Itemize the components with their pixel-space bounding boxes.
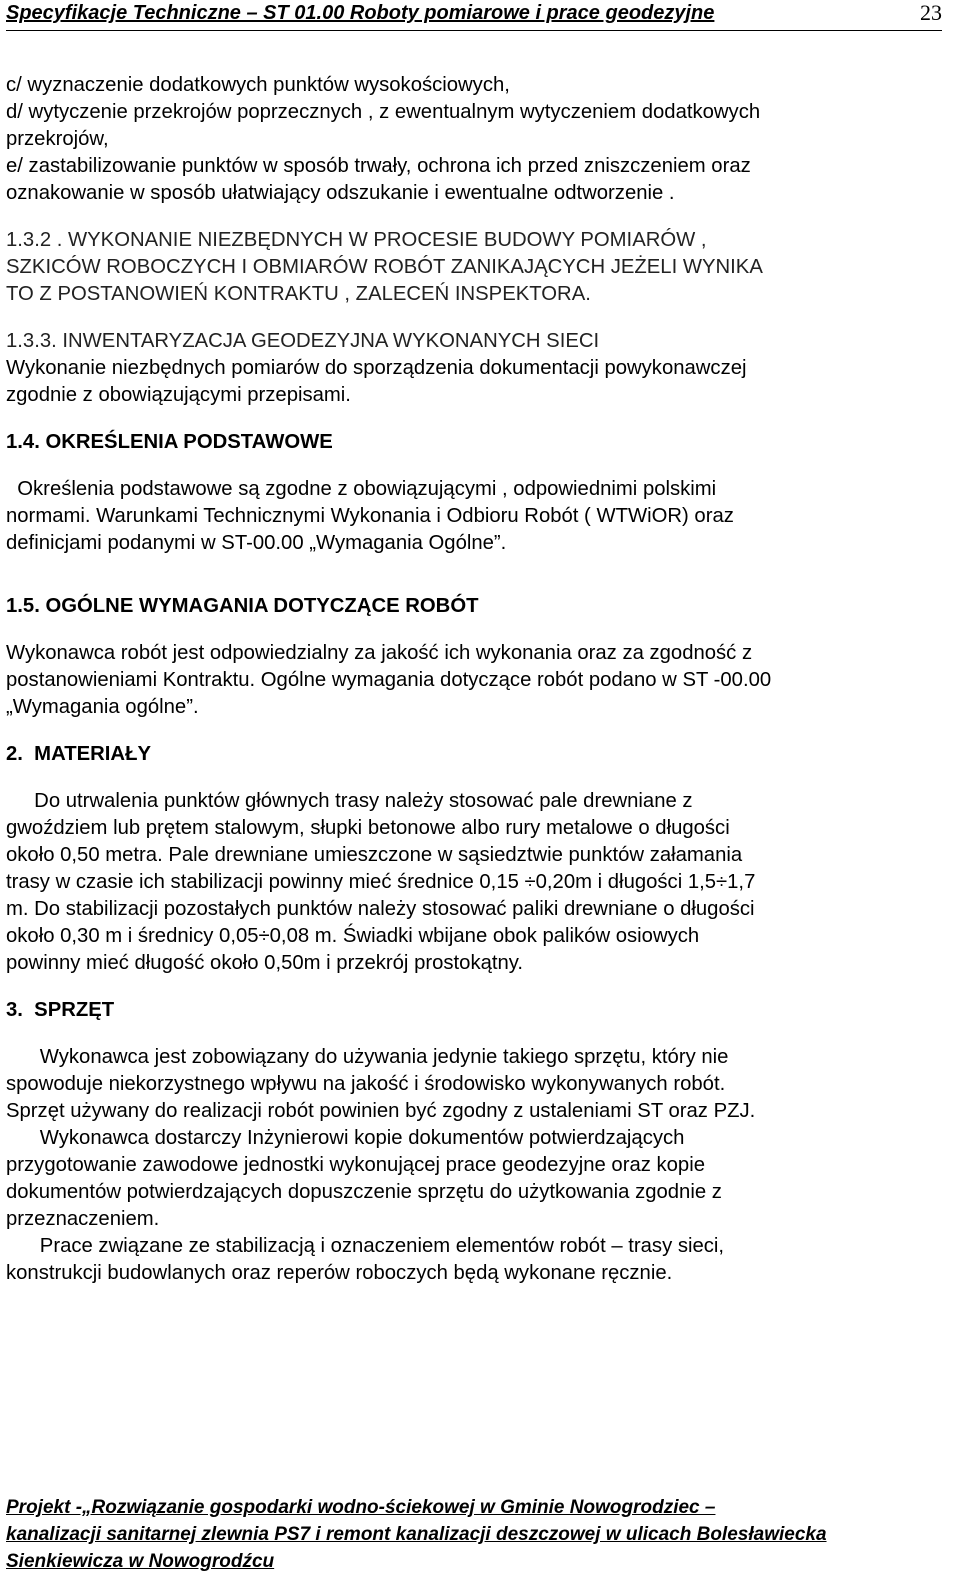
section-1-4 xyxy=(6,429,946,557)
list-line: oznakowanie w sposób ułatwiający odszukanie i ewentualne odtworzenie . xyxy=(6,182,675,204)
page-footer xyxy=(6,1494,946,1575)
header-rule xyxy=(6,30,942,31)
section-heading: 1.3.3. INWENTARYZACJA GEODEZYJNA WYKONANYCH SIECI xyxy=(6,330,600,352)
footer-line: Projekt -„Rozwiązanie gospodarki wodno-ściekowej w Gminie Nowogrodziec – xyxy=(6,1497,716,1518)
section-line: powinny mieć długość około 0,50m i przekrój prostokątny. xyxy=(6,952,524,974)
section-line: Sprzęt używany do realizacji robót powinien być zgodny z ustaleniami ST oraz PZJ. xyxy=(6,1100,756,1122)
section-line: postanowieniami Kontraktu. Ogólne wymagania dotyczące robót podano w ST -00.00 xyxy=(6,669,772,691)
section-line: normami. Warunkami Technicznymi Wykonania i Odbioru Robót ( WTWiOR) oraz xyxy=(6,505,734,527)
section-heading: 1.4. OKREŚLENIA PODSTAWOWE xyxy=(6,431,333,453)
task-list xyxy=(6,72,946,207)
section-line: gwoździem lub prętem stalowym, słupki betonowe albo rury metalowe o długości xyxy=(6,817,730,839)
list-line: c/ wyznaczenie dodatkowych punktów wysokościowych, xyxy=(6,74,510,96)
section-line: przeznaczeniem. xyxy=(6,1208,160,1230)
list-line: e/ zastabilizowanie punktów w sposób trwały, ochrona ich przed zniszczeniem oraz xyxy=(6,155,751,177)
section-line: Wykonanie niezbędnych pomiarów do sporządzenia dokumentacji powykonawczej xyxy=(6,357,747,379)
section-line: Do utrwalenia punktów głównych trasy należy stosować pale drewniane z xyxy=(6,790,693,812)
section-line: trasy w czasie ich stabilizacji powinny mieć średnice 0,15 ÷0,20m i długości 1,5÷1,7 xyxy=(6,871,756,893)
page-number: 23 xyxy=(920,0,942,25)
header-title: Specyfikacje Techniczne – ST 01.00 Roboty pomiarowe i prace geodezyjne xyxy=(6,2,715,24)
section-2 xyxy=(6,741,946,977)
section-line: Wykonawca robót jest odpowiedzialny za jakość ich wykonania oraz za zgodność z xyxy=(6,642,753,664)
section-line: Prace związane ze stabilizacją i oznaczeniem elementów robót – trasy sieci, xyxy=(6,1235,725,1257)
section-line: Wykonawca jest zobowiązany do używania jedynie takiego sprzętu, który nie xyxy=(6,1046,729,1068)
section-line: dokumentów potwierdzających dopuszczenie sprzętu do użytkowania zgodnie z xyxy=(6,1181,722,1203)
section-line: Określenia podstawowe są zgodne z obowiązującymi , odpowiednimi polskimi xyxy=(6,478,717,500)
section-1-3-2 xyxy=(6,227,946,308)
section-line: 1.3.2 . WYKONANIE NIEZBĘDNYCH W PROCESIE BUDOWY POMIARÓW , xyxy=(6,229,707,251)
page-header xyxy=(6,2,942,32)
footer-line: kanalizacji sanitarnej zlewnia PS7 i remont kanalizacji deszczowej w ulicach Bolesławiecka xyxy=(6,1524,827,1545)
section-line: zgodnie z obowiązującymi przepisami. xyxy=(6,384,351,406)
section-line: m. Do stabilizacji pozostałych punktów należy stosować paliki drewniane o długości xyxy=(6,898,755,920)
section-heading: 2. MATERIAŁY xyxy=(6,743,151,765)
document-body xyxy=(6,72,946,1287)
section-line: około 0,50 metra. Pale drewniane umieszczone w sąsiedztwie punktów załamania xyxy=(6,844,743,866)
list-line: przekrojów, xyxy=(6,128,109,150)
section-line: spowoduje niekorzystnego wpływu na jakość i środowisko wykonywanych robót. xyxy=(6,1073,726,1095)
section-line: TO Z POSTANOWIEŃ KONTRAKTU , ZALECEŃ INSPEKTORA. xyxy=(6,283,591,305)
section-line: przygotowanie zawodowe jednostki wykonującej prace geodezyjne oraz kopie xyxy=(6,1154,705,1176)
section-line: SZKICÓW ROBOCZYCH I OBMIARÓW ROBÓT ZANIKAJĄCYCH JEŻELI WYNIKA xyxy=(6,256,763,278)
section-heading: 1.5. OGÓLNE WYMAGANIA DOTYCZĄCE ROBÓT xyxy=(6,595,479,617)
section-line: Wykonawca dostarczy Inżynierowi kopie dokumentów potwierdzających xyxy=(6,1127,685,1149)
list-line: d/ wytyczenie przekrojów poprzecznych , z ewentualnym wytyczeniem dodatkowych xyxy=(6,101,761,123)
section-line: „Wymagania ogólne”. xyxy=(6,696,199,718)
section-line: definicjami podanymi w ST-00.00 „Wymagania Ogólne”. xyxy=(6,532,507,554)
section-3 xyxy=(6,997,946,1287)
section-line: konstrukcji budowlanych oraz reperów roboczych będą wykonane ręcznie. xyxy=(6,1262,673,1284)
footer-line: Sienkiewicza w Nowogrodźcu xyxy=(6,1551,275,1572)
section-heading: 3. SPRZĘT xyxy=(6,999,115,1021)
section-1-5 xyxy=(6,593,946,721)
section-line: około 0,30 m i średnicy 0,05÷0,08 m. Świadki wbijane obok palików osiowych xyxy=(6,925,700,947)
section-1-3-3 xyxy=(6,328,946,409)
